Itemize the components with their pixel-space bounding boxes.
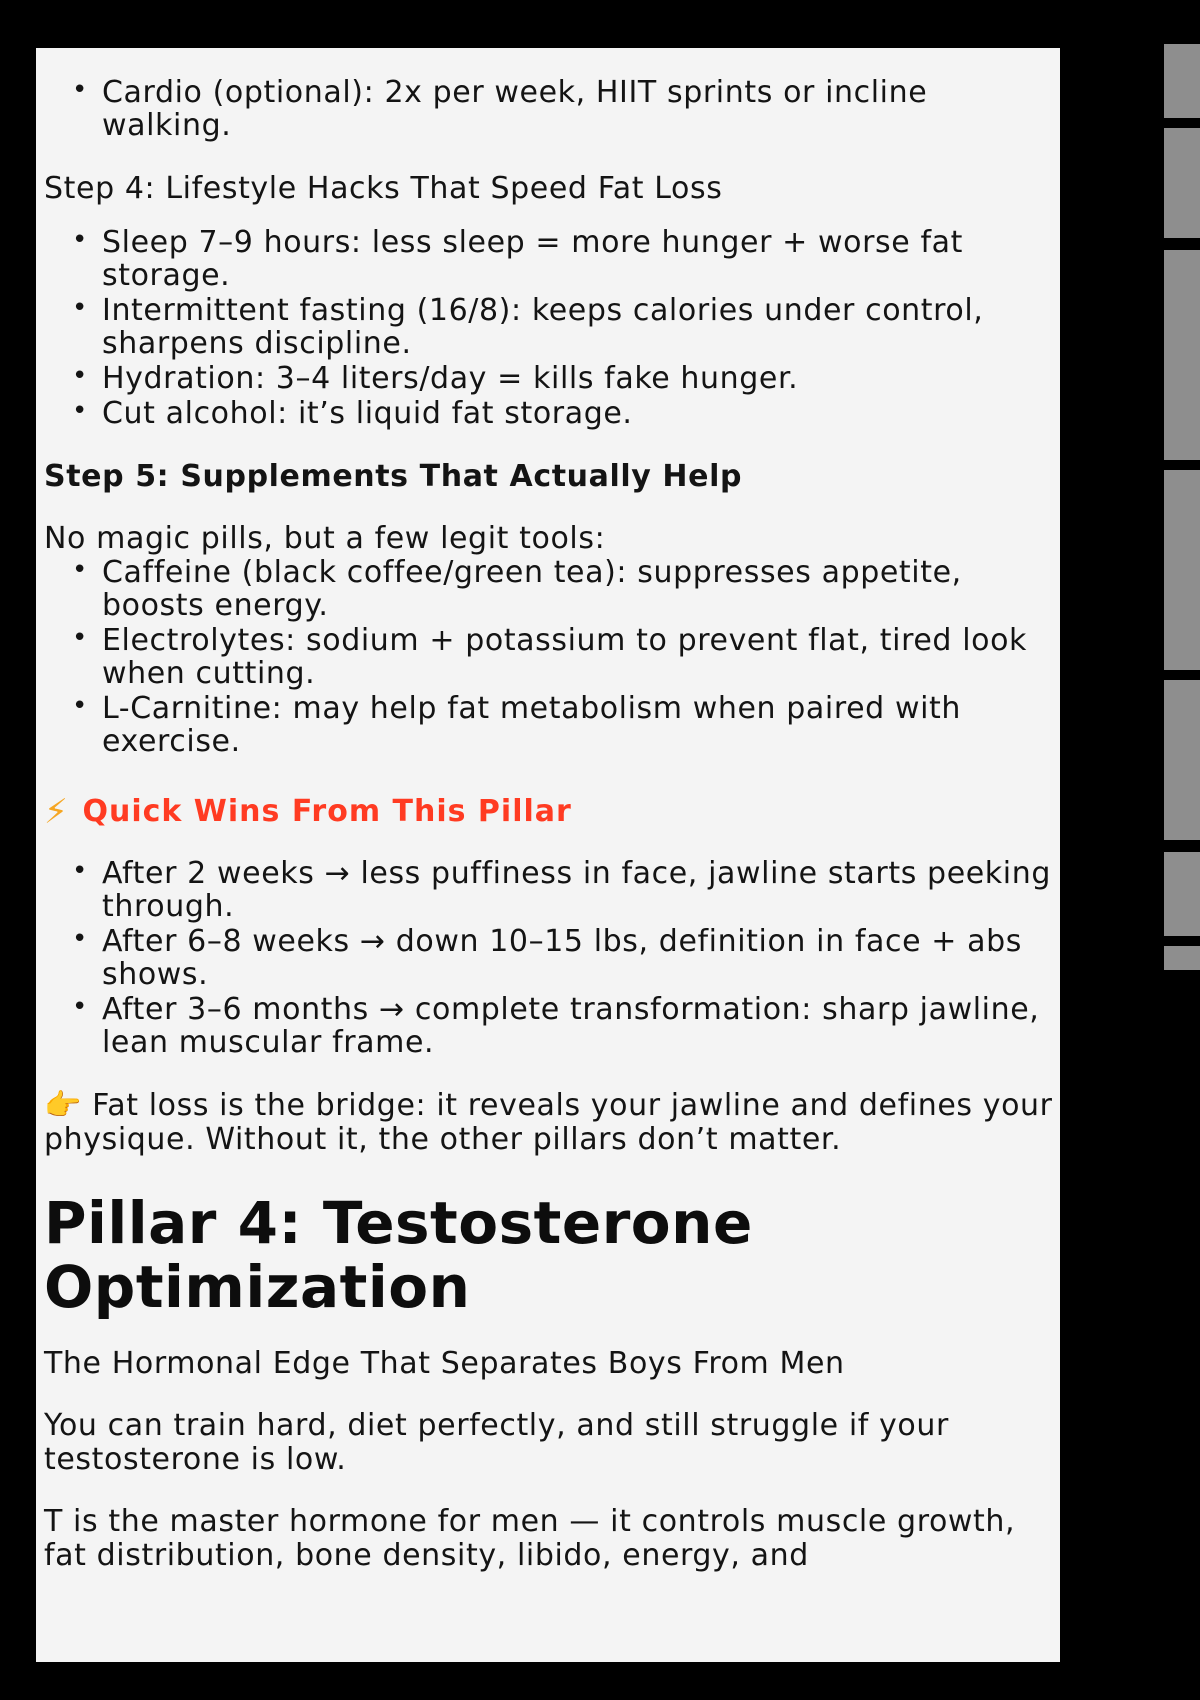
pointing-hand-icon: 👉 bbox=[44, 1088, 82, 1123]
list-item: • L-Carnitine: may help fat metabolism when paired with exercise. bbox=[44, 692, 1060, 758]
document-sheet bbox=[36, 48, 1060, 1662]
scroll-tick bbox=[1164, 680, 1200, 840]
list-item: • After 2 weeks → less puffiness in face, jawline starts peeking through. bbox=[44, 857, 1060, 923]
fat-loss-callout-text: Fat loss is the bridge: it reveals your jawline and defines your physique. Without it, the other pillars don’t matter. bbox=[44, 1088, 1053, 1157]
list-item: • Intermittent fasting (16/8): keeps calories under control, sharpens discipline. bbox=[44, 294, 1060, 360]
left-margin bbox=[0, 0, 36, 1700]
list-item: • Cardio (optional): 2x per week, HIIT sprints or incline walking. bbox=[44, 76, 1060, 142]
step4-bullet-list bbox=[44, 226, 1060, 430]
step5-heading: Step 5: Supplements That Actually Help bbox=[44, 459, 743, 494]
step4-heading: Step 4: Lifestyle Hacks That Speed Fat Loss bbox=[44, 171, 723, 206]
scroll-tick bbox=[1164, 250, 1200, 460]
pillar4-subtitle: The Hormonal Edge That Separates Boys From Men bbox=[44, 1346, 845, 1381]
scroll-tick bbox=[1164, 44, 1200, 118]
scroll-tick bbox=[1164, 852, 1200, 936]
quick-wins-heading bbox=[44, 791, 1060, 832]
vertical-scroll-ticks[interactable] bbox=[1164, 0, 1200, 1700]
scroll-tick bbox=[1164, 946, 1200, 970]
list-item: • After 3–6 months → complete transformation: sharp jawline, lean muscular frame. bbox=[44, 993, 1060, 1059]
scroll-tick bbox=[1164, 128, 1200, 238]
pillar4-paragraph-2: T is the master hormone for men — it controls muscle growth, fat distribution, bone density, libido, energy, and bbox=[44, 1504, 1016, 1573]
high-voltage-icon: ⚡ bbox=[44, 791, 69, 832]
list-item: • Sleep 7–9 hours: less sleep = more hunger + worse fat storage. bbox=[44, 226, 1060, 292]
quick-wins-bullet-list bbox=[44, 857, 1060, 1059]
list-item: • Caffeine (black coffee/green tea): suppresses appetite, boosts energy. bbox=[44, 556, 1060, 622]
page-title: Pillar 4: Testosterone Optimization bbox=[44, 1189, 753, 1321]
step5-bullet-list bbox=[44, 556, 1060, 758]
list-item: • Electrolytes: sodium + potassium to prevent flat, tired look when cutting. bbox=[44, 624, 1060, 690]
pillar4-paragraph-1: You can train hard, diet perfectly, and still struggle if your testosterone is low. bbox=[44, 1408, 949, 1477]
document-content bbox=[44, 48, 1060, 1573]
cardio-bullet-list bbox=[44, 76, 1060, 142]
list-item: • After 6–8 weeks → down 10–15 lbs, definition in face + abs shows. bbox=[44, 925, 1060, 991]
step5-intro: No magic pills, but a few legit tools: bbox=[44, 521, 606, 556]
list-item: • Cut alcohol: it’s liquid fat storage. bbox=[44, 397, 1060, 430]
list-item: • Hydration: 3–4 liters/day = kills fake hunger. bbox=[44, 362, 1060, 395]
scroll-tick bbox=[1164, 470, 1200, 670]
fat-loss-callout bbox=[44, 1089, 1060, 1157]
quick-wins-label: Quick Wins From This Pillar bbox=[82, 794, 572, 829]
